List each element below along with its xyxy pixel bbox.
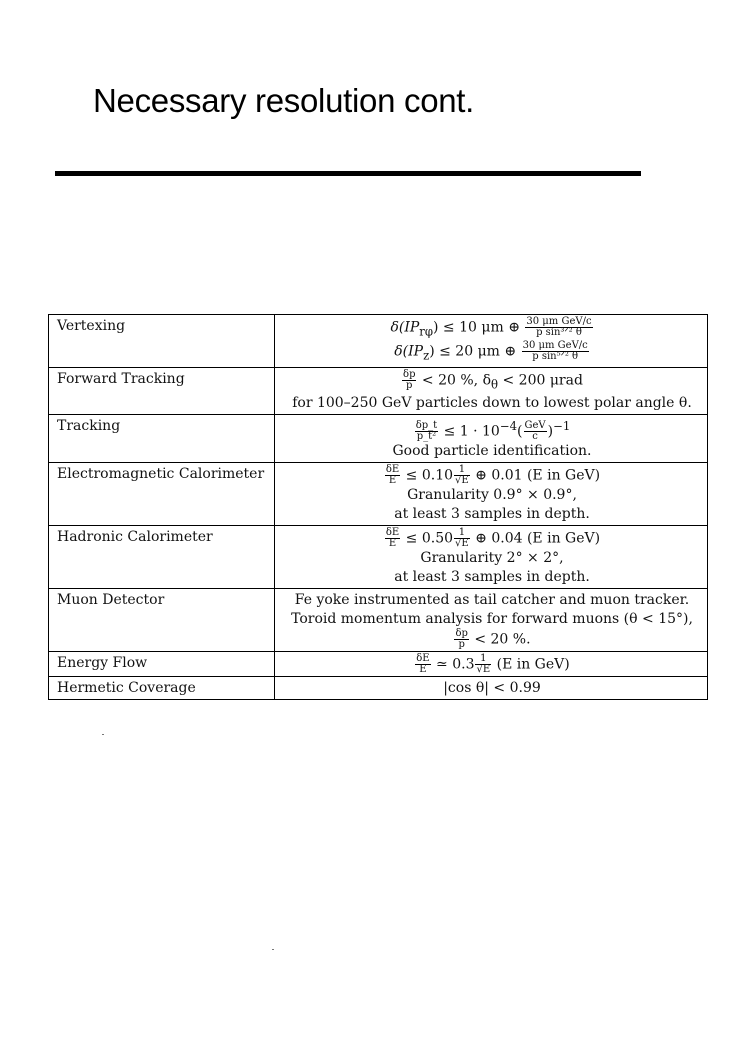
value-line: Fe yoke instrumented as tail catcher and muon tracker. (294, 592, 690, 609)
row-value (275, 652, 708, 677)
fraction: $\frac{\text{30 μm GeV/c}}{\text{p sin³ᐟ² θ}}$ (526, 316, 592, 338)
fraction: $\frac{\delta p\_t}{\text{p\_t²}}$ (415, 420, 438, 443)
row-label: Forward Tracking (49, 367, 275, 414)
row-value (275, 414, 708, 462)
scan-speck (102, 734, 104, 735)
table-row (49, 463, 708, 526)
page-title: Necessary resolution cont. (93, 82, 475, 119)
table-row (49, 414, 708, 462)
scan-speck (272, 949, 274, 950)
table-row (49, 315, 708, 368)
value-line: |cos θ| < 0.99 (443, 680, 541, 697)
table-row (49, 526, 708, 589)
row-label: Energy Flow (49, 652, 275, 677)
value-line: Toroid momentum analysis for forward muons (θ < 15°), (291, 611, 693, 628)
value-line: $\frac{\delta E}{E}$ ≤ 0.10 $\frac{1}{√E}$ ⊕ 0.01 (E in GeV) (385, 464, 601, 487)
value-line: $\frac{\delta p}{p}$ < 20 %. (455, 628, 531, 651)
row-label: Muon Detector (49, 589, 275, 652)
fraction: $\frac{1}{√E}$ (455, 464, 469, 487)
row-label: Vertexing (49, 315, 275, 368)
row-value (275, 589, 708, 652)
fraction: $\frac{1}{√E}$ (476, 653, 491, 676)
fraction: $\frac{\delta E}{E}$ (385, 464, 400, 487)
table-row (49, 652, 708, 677)
fraction: $\frac{\delta p}{p}$ (403, 368, 416, 391)
resolution-table (48, 314, 708, 700)
table-row (49, 589, 708, 652)
row-value (275, 677, 708, 700)
table-row (49, 677, 708, 700)
value-line: at least 3 samples in depth. (394, 506, 590, 523)
row-label: Hadronic Calorimeter (49, 526, 275, 589)
fraction: $\frac{\delta p}{p}$ (455, 628, 468, 651)
row-value (275, 315, 708, 368)
fraction: $\frac{\text{30 μm GeV/c}}{\text{p sin⁵ᐟ² θ}}$ (522, 340, 588, 363)
row-value (275, 463, 708, 526)
value-line: for 100–250 GeV particles down to lowest polar angle θ. (292, 394, 692, 411)
title-underline (55, 171, 641, 176)
value-line: $\frac{\delta E}{E}$ ≤ 0.50 $\frac{1}{√E}$ ⊕ 0.04 (E in GeV) (385, 527, 601, 550)
fraction: $\frac{1}{√E}$ (455, 527, 469, 550)
row-label: Electromagnetic Calorimeter (49, 463, 275, 526)
fraction: $\frac{\delta E}{E}$ (385, 527, 400, 550)
value-line: Granularity 0.9° × 0.9°, (407, 487, 577, 504)
value-line: $\frac{\delta p}{p}$ < 20 %, $\delta_\theta < 200$ μrad (403, 368, 583, 391)
value-line: $\delta(IP_{r\varphi}) \le 10$ μm ⊕ $\frac{\text{30 μm GeV/c}}{\text{p sin³ᐟ² θ}}$ (390, 316, 592, 339)
value-line: at least 3 samples in depth. (394, 569, 590, 586)
fraction: $\frac{\delta E}{E}$ (416, 653, 430, 676)
table-row (49, 367, 708, 414)
row-label: Hermetic Coverage (49, 677, 275, 700)
value-line: Granularity 2° × 2°, (420, 550, 564, 567)
fraction: $\frac{\text{GeV}}{c}$ (524, 420, 546, 443)
value-line: $\frac{\delta p\_t}{\text{p\_t²}}$ ≤ $1 \cdot 10^{-4}$( $\frac{\text{GeV}}{c}$ )$^{-1}$ (415, 418, 571, 443)
row-value (275, 526, 708, 589)
value-line: Good particle identification. (392, 443, 592, 460)
value-line: $\frac{\delta E}{E}$ ≃ 0.3 $\frac{1}{√E}$ (E in GeV) (416, 653, 570, 676)
value-line: $\delta(IP_z) \le 20$ μm ⊕ $\frac{\text{30 μm GeV/c}}{\text{p sin⁵ᐟ² θ}}$ (394, 340, 588, 363)
row-value (275, 367, 708, 414)
row-label: Tracking (49, 414, 275, 462)
